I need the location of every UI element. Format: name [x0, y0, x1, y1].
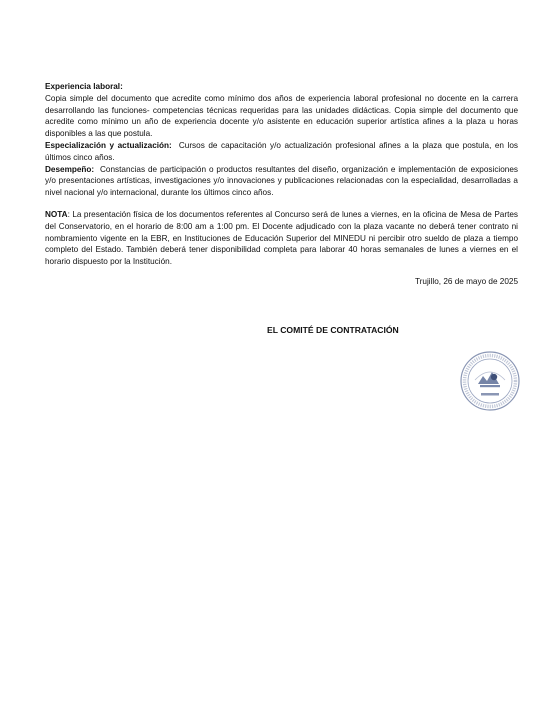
date-line: Trujillo, 26 de mayo de 2025 — [414, 276, 518, 286]
specialization-paragraph — [45, 140, 518, 164]
document-body — [45, 81, 518, 288]
specialization-label: Especialización y actualización: — [45, 140, 172, 150]
specialization-text: Cursos de capacitación y/o actualización profesional afines a la plaza que postula, en los últimos cinco años. — [45, 140, 518, 162]
performance-text: Constancias de participación o productos resultantes del diseño, organización e implementación de exposiciones y/o presentaciones artísticas, investigaciones y/o innovaciones y publicaciones relacionadas con la especialidad, desarrolladas a nivel nacional y/o internacional, durante los últimos cinco años. — [45, 164, 518, 198]
experience-text: Copia simple del documento que acredite como mínimo dos años de experiencia laboral profesional no docente en la carrera desarrollando las funciones- competencias técnicas requeridas para las unidades didácticas. Copia simple del documento que acredite como mínimo un año de experiencia docente y/o asistente en educación superior artística afines a la plaza u horas disponibles a las que postula. — [45, 93, 518, 139]
note-text: : La presentación física de los documentos referentes al Concurso será de lunes a viernes, en la oficina de Mesa de Partes del Conservatorio, en el horario de 8:00 am a 1:00 pm. El Docente adjudicado con la plaza vacante no deberá tener contrato ni nombramiento vigente en la EBR, en Instituciones de Educación Superior del MINEDU ni percibir otro sueldo de plaza a tiempo completo del Estado. También deberá tener disponibilidad completa para laborar 40 horas semanales de lunes a viernes en el horario dispuesto por la Institución. — [45, 209, 518, 267]
official-seal-icon — [459, 350, 521, 412]
note-label: NOTA — [45, 209, 68, 219]
paragraph-spacer — [45, 199, 518, 209]
note-paragraph — [45, 209, 518, 268]
committee-signature: EL COMITÉ DE CONTRATACIÓN — [267, 325, 399, 335]
performance-label: Desempeño: — [45, 164, 95, 174]
performance-paragraph — [45, 164, 518, 199]
experience-heading: Experiencia laboral: — [45, 82, 123, 91]
